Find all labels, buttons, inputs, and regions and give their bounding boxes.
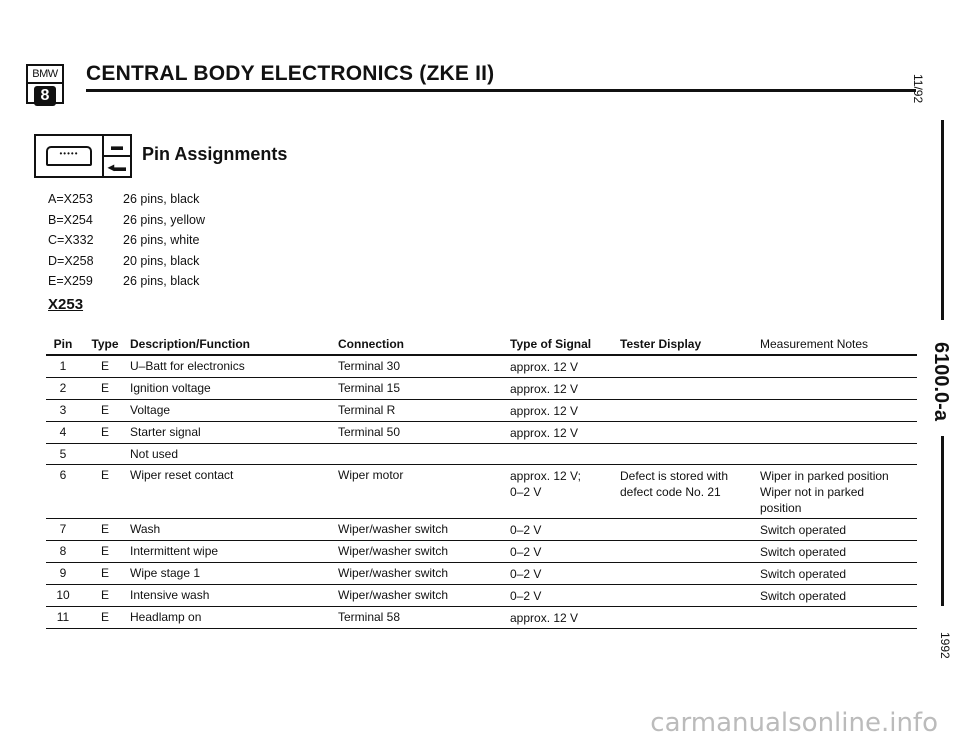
connector-id: E=X259 <box>48 274 93 288</box>
series-badge: 8 <box>34 86 56 106</box>
table-row <box>46 356 917 378</box>
header-pin: Pin <box>53 337 73 351</box>
cell-signal <box>510 566 620 582</box>
cell-signal <box>510 522 620 538</box>
cell-signal <box>510 425 620 441</box>
connector-desc: 26 pins, black <box>123 274 200 288</box>
pin-male-icon: ▬ <box>104 136 130 157</box>
cell-tester <box>620 566 760 582</box>
cell-notes <box>760 610 917 626</box>
cell-connection: Terminal 15 <box>338 381 401 395</box>
cell-tester <box>620 544 760 560</box>
connector-id: B=X254 <box>48 212 93 227</box>
cell-type: E <box>100 381 109 395</box>
cell-notes <box>760 566 917 582</box>
connector-item <box>48 192 205 213</box>
cell-description: Headlamp on <box>130 610 202 624</box>
table-row <box>46 585 917 607</box>
cell-signal-line: approx. 12 V; <box>510 469 581 483</box>
cell-type: E <box>100 468 109 482</box>
cell-type: E <box>100 566 109 580</box>
header-measurement-notes: Measurement Notes <box>760 337 869 351</box>
table-row <box>46 400 917 422</box>
pin-assignment-table <box>46 336 917 629</box>
cell-description: Wiper reset contact <box>130 468 234 482</box>
connector-desc: 26 pins, yellow <box>123 212 205 227</box>
cell-pin: 3 <box>59 403 67 417</box>
connector-list <box>48 192 205 295</box>
cell-notes <box>760 588 917 604</box>
cell-signal <box>510 468 620 516</box>
margin-section-code: 6100.0-a <box>930 342 952 421</box>
cell-signal-line: approx. 12 V <box>510 404 579 418</box>
cell-notes <box>760 544 917 560</box>
cell-description: U–Batt for electronics <box>130 359 245 373</box>
cell-signal-line: approx. 12 V <box>510 360 579 374</box>
cell-connection: Terminal R <box>338 403 396 417</box>
cell-type: E <box>100 522 109 536</box>
cell-description: Wash <box>130 522 161 536</box>
connector-desc: 26 pins, black <box>123 192 200 206</box>
cell-tester <box>620 588 760 604</box>
pin-female-icon: ◂▬ <box>107 159 127 174</box>
cell-description: Ignition voltage <box>130 381 211 395</box>
cell-signal-line: 0–2 V <box>510 523 542 537</box>
bmw-logo <box>26 64 64 104</box>
cell-tester <box>620 468 760 516</box>
cell-connection: Wiper/washer switch <box>338 522 449 536</box>
cell-notes-line: Switch operated <box>760 567 847 581</box>
table-row <box>46 541 917 563</box>
cell-description: Not used <box>130 447 179 461</box>
margin-rule-top <box>941 120 944 320</box>
cell-notes <box>760 359 917 375</box>
cell-connection <box>338 447 510 462</box>
connector-id: C=X332 <box>48 233 94 247</box>
cell-notes <box>760 522 917 538</box>
cell-signal-line: 0–2 V <box>510 567 542 581</box>
cell-pin: 7 <box>59 522 67 536</box>
cell-tester <box>620 610 760 626</box>
margin-rule-bottom <box>941 436 944 606</box>
cell-connection: Wiper/washer switch <box>338 566 449 580</box>
header-tester-display: Tester Display <box>620 337 702 351</box>
cell-tester-line: Defect is stored with <box>620 469 729 483</box>
connector-id: D=X258 <box>48 253 94 268</box>
cell-tester <box>620 403 760 419</box>
cell-pin: 11 <box>56 610 70 624</box>
header-signal-type: Type of Signal <box>510 337 592 351</box>
cell-type: E <box>100 359 109 373</box>
cell-pin: 5 <box>59 447 67 461</box>
cell-signal-line: approx. 12 V <box>510 611 579 625</box>
connector-item <box>48 213 205 234</box>
cell-tester <box>620 425 760 441</box>
cell-notes-line: Wiper in parked position <box>760 469 889 483</box>
table-header-row <box>46 336 917 356</box>
cell-connection: Wiper/washer switch <box>338 544 449 558</box>
connector-plug-icon: ••••• <box>46 146 92 166</box>
header-connection: Connection <box>338 337 404 351</box>
cell-connection: Terminal 50 <box>338 425 401 439</box>
connector-desc: 26 pins, white <box>123 233 200 247</box>
cell-type: E <box>100 403 109 417</box>
cell-notes-line: Switch operated <box>760 545 847 559</box>
table-row <box>46 519 917 541</box>
cell-signal-line: 0–2 V <box>510 589 542 603</box>
cell-type <box>80 447 130 462</box>
cell-pin: 6 <box>59 468 67 482</box>
cell-tester <box>620 359 760 375</box>
cell-signal <box>510 544 620 560</box>
cell-type: E <box>100 544 109 558</box>
cell-tester <box>620 447 760 462</box>
cell-notes <box>760 468 917 516</box>
cell-pin: 2 <box>59 381 67 395</box>
table-body <box>46 356 917 629</box>
page-title: CENTRAL BODY ELECTRONICS (ZKE II) <box>86 62 495 85</box>
cell-signal <box>510 381 620 397</box>
table-row <box>46 422 917 444</box>
cell-notes <box>760 381 917 397</box>
cell-tester <box>620 522 760 538</box>
cell-signal-line: approx. 12 V <box>510 426 579 440</box>
cell-signal-line: 0–2 V <box>510 485 542 499</box>
cell-connection: Wiper motor <box>338 468 404 482</box>
cell-type: E <box>100 610 109 624</box>
cell-connection: Wiper/washer switch <box>338 588 449 602</box>
cell-connection: Terminal 58 <box>338 610 401 624</box>
cell-tester-line: defect code No. 21 <box>620 485 721 499</box>
cell-pin: 4 <box>59 425 67 439</box>
cell-notes-line: Switch operated <box>760 523 847 537</box>
cell-notes <box>760 425 917 441</box>
table-row <box>46 607 917 629</box>
cell-pin: 8 <box>59 544 67 558</box>
cell-tester <box>620 381 760 397</box>
cell-notes-line: Wiper not in parked <box>760 485 865 499</box>
connector-desc: 20 pins, black <box>123 253 200 268</box>
title-divider <box>86 89 916 92</box>
cell-description: Intensive wash <box>130 588 210 602</box>
header-description: Description/Function <box>130 337 250 351</box>
cell-description: Voltage <box>130 403 171 417</box>
header-type: Type <box>91 337 119 351</box>
cell-signal <box>510 588 620 604</box>
connector-item <box>48 254 205 275</box>
cell-type: E <box>100 588 109 602</box>
table-row <box>46 378 917 400</box>
cell-signal-line: 0–2 V <box>510 545 542 559</box>
margin-year: 1992 <box>938 632 952 659</box>
cell-notes-line: Switch operated <box>760 589 847 603</box>
bmw-logo-text: BMW <box>28 66 62 84</box>
cell-signal-line: approx. 12 V <box>510 382 579 396</box>
table-row <box>46 444 917 465</box>
cell-signal <box>510 447 620 462</box>
section-title: Pin Assignments <box>142 144 288 164</box>
cell-pin: 10 <box>56 588 70 602</box>
connector-item <box>48 233 205 254</box>
cell-description: Intermittent wipe <box>130 544 219 558</box>
watermark: carmanualsonline.info <box>650 708 938 738</box>
cell-type: E <box>100 425 109 439</box>
cell-pin: 9 <box>59 566 67 580</box>
cell-description: Wipe stage 1 <box>130 566 201 580</box>
cell-description: Starter signal <box>130 425 201 439</box>
margin-date: 11/92 <box>911 74 925 104</box>
cell-notes-line: position <box>760 501 802 515</box>
connector-id: A=X253 <box>48 192 93 206</box>
connector-pin-icon <box>34 134 132 178</box>
cell-notes <box>760 447 917 462</box>
connector-subheading: X253 <box>48 296 84 313</box>
cell-signal <box>510 359 620 375</box>
cell-pin: 1 <box>59 359 67 373</box>
cell-signal <box>510 403 620 419</box>
connector-item <box>48 274 205 295</box>
cell-signal <box>510 610 620 626</box>
cell-connection: Terminal 30 <box>338 359 401 373</box>
cell-notes <box>760 403 917 419</box>
table-row <box>46 563 917 585</box>
table-row <box>46 465 917 519</box>
